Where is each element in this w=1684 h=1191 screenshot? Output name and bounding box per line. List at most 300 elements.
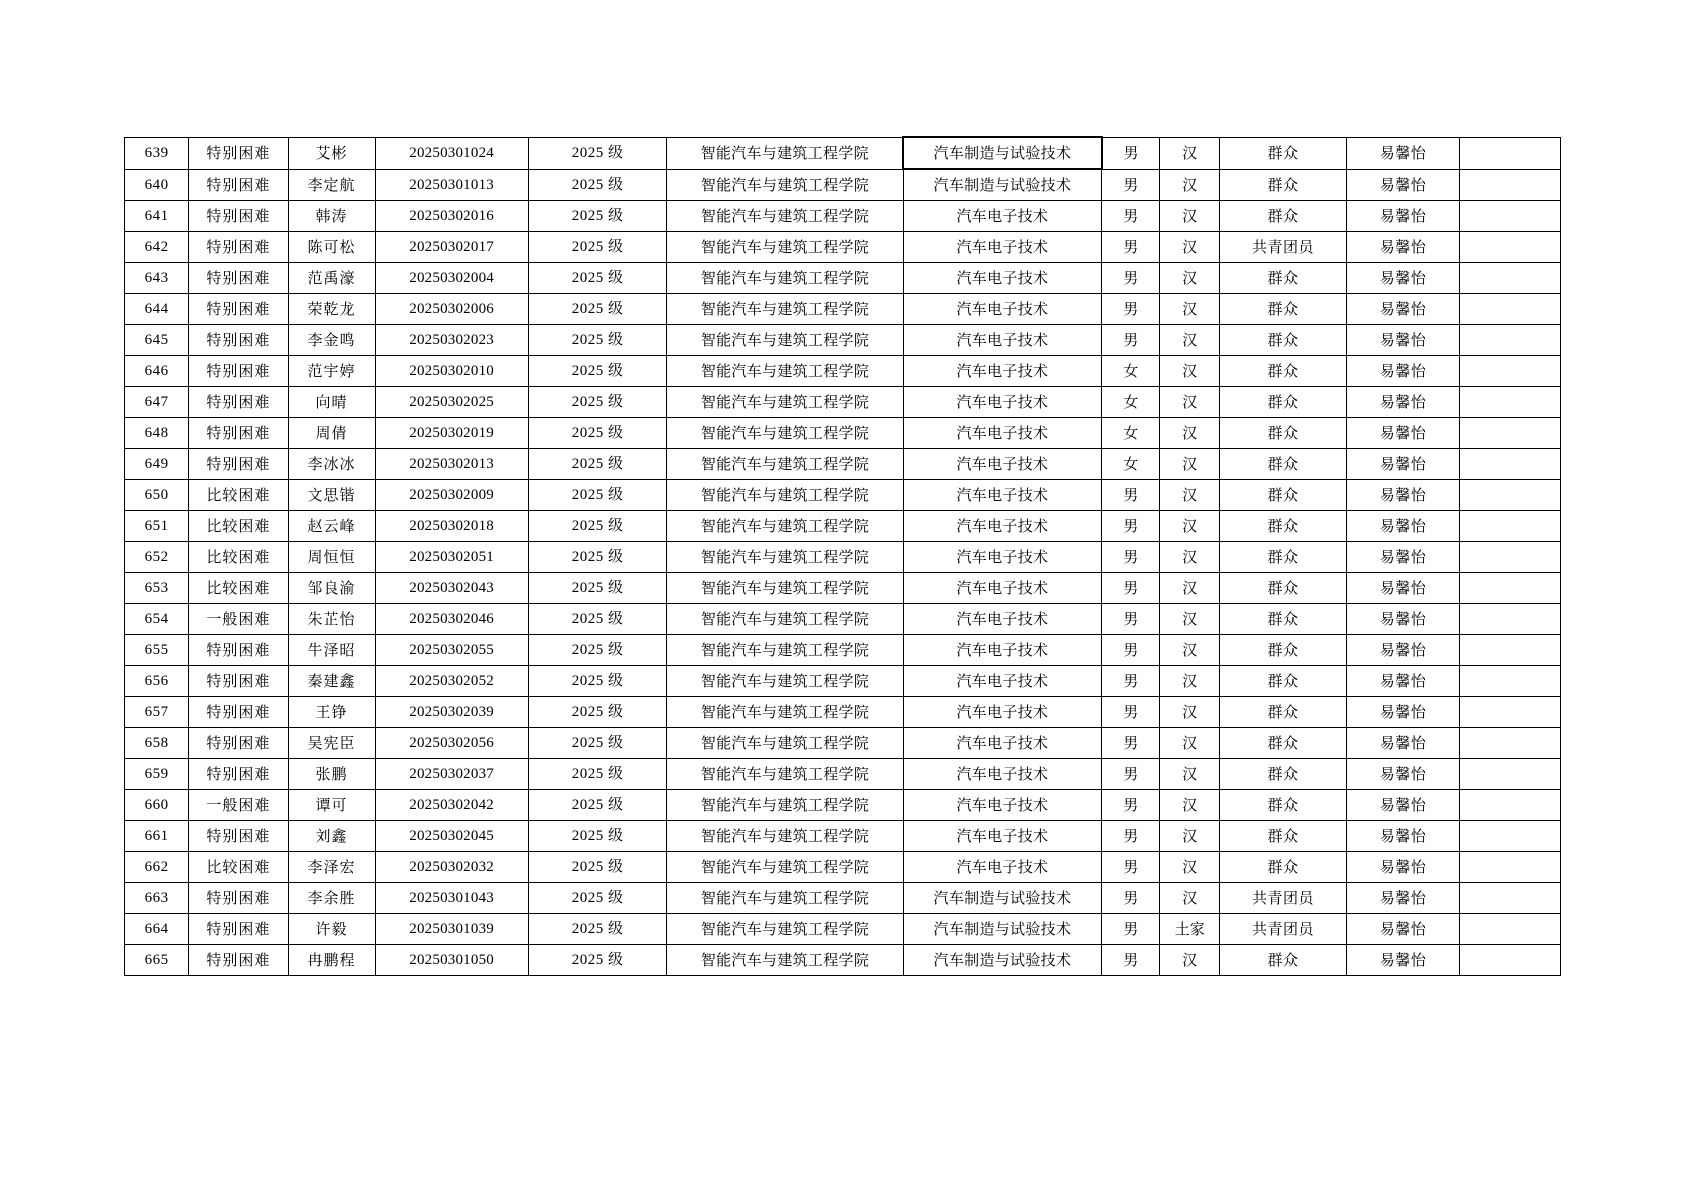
cell-party: 群众 (1220, 201, 1346, 232)
cell-ethnic: 汉 (1160, 356, 1220, 387)
cell-gender: 男 (1102, 263, 1160, 294)
cell-gender: 男 (1102, 542, 1160, 573)
cell-verify: 易馨怡 (1346, 511, 1460, 542)
cell-sid: 20250302025 (375, 387, 528, 418)
cell-verify: 易馨怡 (1346, 635, 1460, 666)
cell-seq: 646 (125, 356, 189, 387)
cell-major: 汽车电子技术 (903, 263, 1102, 294)
cell-party: 群众 (1220, 169, 1346, 201)
cell-gender: 男 (1102, 883, 1160, 914)
cell-ethnic: 汉 (1160, 232, 1220, 263)
cell-party: 共青团员 (1220, 914, 1346, 945)
table-row (125, 542, 1561, 573)
cell-seq: 651 (125, 511, 189, 542)
table-row (125, 325, 1561, 356)
cell-sid: 20250301043 (375, 883, 528, 914)
cell-ethnic: 汉 (1160, 387, 1220, 418)
cell-verify: 易馨怡 (1346, 169, 1460, 201)
table-row (125, 573, 1561, 604)
cell-college: 智能汽车与建筑工程学院 (667, 883, 903, 914)
cell-remark (1460, 201, 1561, 232)
cell-grade: 2025 级 (528, 137, 667, 169)
cell-verify: 易馨怡 (1346, 666, 1460, 697)
cell-grade: 2025 级 (528, 759, 667, 790)
cell-level: 特别困难 (189, 914, 288, 945)
cell-major: 汽车电子技术 (903, 604, 1102, 635)
cell-party: 群众 (1220, 449, 1346, 480)
table-row (125, 263, 1561, 294)
cell-party: 群众 (1220, 542, 1346, 573)
cell-sid: 20250302006 (375, 294, 528, 325)
table-row (125, 852, 1561, 883)
cell-sid: 20250302042 (375, 790, 528, 821)
cell-verify: 易馨怡 (1346, 263, 1460, 294)
cell-gender: 男 (1102, 821, 1160, 852)
cell-remark (1460, 449, 1561, 480)
cell-name: 艾彬 (288, 137, 375, 169)
cell-level: 特别困难 (189, 387, 288, 418)
cell-ethnic: 汉 (1160, 604, 1220, 635)
cell-major: 汽车电子技术 (903, 418, 1102, 449)
cell-major: 汽车电子技术 (903, 387, 1102, 418)
cell-verify: 易馨怡 (1346, 945, 1460, 976)
cell-remark (1460, 790, 1561, 821)
cell-ethnic: 汉 (1160, 635, 1220, 666)
cell-verify: 易馨怡 (1346, 480, 1460, 511)
cell-ethnic: 汉 (1160, 728, 1220, 759)
cell-name: 周倩 (288, 418, 375, 449)
cell-ethnic: 汉 (1160, 759, 1220, 790)
cell-party: 群众 (1220, 790, 1346, 821)
cell-party: 群众 (1220, 728, 1346, 759)
cell-name: 谭可 (288, 790, 375, 821)
cell-remark (1460, 914, 1561, 945)
cell-seq: 660 (125, 790, 189, 821)
cell-level: 特别困难 (189, 666, 288, 697)
cell-college: 智能汽车与建筑工程学院 (667, 356, 903, 387)
cell-verify: 易馨怡 (1346, 883, 1460, 914)
cell-party: 群众 (1220, 511, 1346, 542)
cell-sid: 20250302039 (375, 697, 528, 728)
cell-gender: 男 (1102, 232, 1160, 263)
cell-level: 特别困难 (189, 232, 288, 263)
cell-name: 周恒恒 (288, 542, 375, 573)
table-row (125, 201, 1561, 232)
cell-major: 汽车电子技术 (903, 697, 1102, 728)
cell-verify: 易馨怡 (1346, 604, 1460, 635)
cell-level: 特别困难 (189, 945, 288, 976)
cell-ethnic: 汉 (1160, 573, 1220, 604)
cell-major: 汽车制造与试验技术 (903, 883, 1102, 914)
cell-seq: 655 (125, 635, 189, 666)
cell-college: 智能汽车与建筑工程学院 (667, 666, 903, 697)
cell-remark (1460, 325, 1561, 356)
table-row (125, 697, 1561, 728)
cell-grade: 2025 级 (528, 697, 667, 728)
cell-level: 特别困难 (189, 697, 288, 728)
cell-party: 群众 (1220, 263, 1346, 294)
table-row (125, 604, 1561, 635)
cell-ethnic: 汉 (1160, 945, 1220, 976)
cell-grade: 2025 级 (528, 604, 667, 635)
cell-college: 智能汽车与建筑工程学院 (667, 449, 903, 480)
cell-grade: 2025 级 (528, 263, 667, 294)
cell-major: 汽车电子技术 (903, 449, 1102, 480)
cell-major: 汽车电子技术 (903, 759, 1102, 790)
cell-name: 冉鹏程 (288, 945, 375, 976)
cell-name: 范宇婷 (288, 356, 375, 387)
cell-remark (1460, 852, 1561, 883)
cell-sid: 20250302055 (375, 635, 528, 666)
cell-seq: 654 (125, 604, 189, 635)
table-row (125, 790, 1561, 821)
cell-party: 群众 (1220, 573, 1346, 604)
cell-ethnic: 汉 (1160, 201, 1220, 232)
table-row (125, 821, 1561, 852)
cell-name: 荣乾龙 (288, 294, 375, 325)
cell-sid: 20250302010 (375, 356, 528, 387)
cell-seq: 640 (125, 169, 189, 201)
cell-gender: 女 (1102, 387, 1160, 418)
cell-level: 特别困难 (189, 449, 288, 480)
cell-major: 汽车制造与试验技术 (903, 169, 1102, 201)
cell-verify: 易馨怡 (1346, 759, 1460, 790)
cell-gender: 男 (1102, 201, 1160, 232)
cell-grade: 2025 级 (528, 201, 667, 232)
cell-verify: 易馨怡 (1346, 325, 1460, 356)
cell-major: 汽车电子技术 (903, 728, 1102, 759)
cell-major: 汽车电子技术 (903, 573, 1102, 604)
cell-remark (1460, 232, 1561, 263)
cell-seq: 663 (125, 883, 189, 914)
cell-level: 比较困难 (189, 542, 288, 573)
cell-grade: 2025 级 (528, 666, 667, 697)
cell-name: 文思锴 (288, 480, 375, 511)
cell-sid: 20250302052 (375, 666, 528, 697)
cell-party: 群众 (1220, 852, 1346, 883)
cell-verify: 易馨怡 (1346, 542, 1460, 573)
cell-sid: 20250302056 (375, 728, 528, 759)
cell-grade: 2025 级 (528, 418, 667, 449)
cell-remark (1460, 635, 1561, 666)
cell-college: 智能汽车与建筑工程学院 (667, 480, 903, 511)
cell-ethnic: 汉 (1160, 666, 1220, 697)
cell-sid: 20250302051 (375, 542, 528, 573)
cell-name: 陈可松 (288, 232, 375, 263)
cell-verify: 易馨怡 (1346, 356, 1460, 387)
cell-verify: 易馨怡 (1346, 387, 1460, 418)
cell-sid: 20250302037 (375, 759, 528, 790)
cell-grade: 2025 级 (528, 480, 667, 511)
cell-remark (1460, 169, 1561, 201)
cell-party: 群众 (1220, 137, 1346, 169)
cell-party: 共青团员 (1220, 232, 1346, 263)
cell-party: 群众 (1220, 294, 1346, 325)
cell-grade: 2025 级 (528, 945, 667, 976)
cell-seq: 652 (125, 542, 189, 573)
cell-verify: 易馨怡 (1346, 852, 1460, 883)
cell-college: 智能汽车与建筑工程学院 (667, 325, 903, 356)
cell-seq: 664 (125, 914, 189, 945)
cell-grade: 2025 级 (528, 790, 667, 821)
cell-level: 特别困难 (189, 759, 288, 790)
cell-verify: 易馨怡 (1346, 790, 1460, 821)
cell-gender: 男 (1102, 635, 1160, 666)
cell-ethnic: 汉 (1160, 480, 1220, 511)
cell-college: 智能汽车与建筑工程学院 (667, 573, 903, 604)
cell-seq: 653 (125, 573, 189, 604)
cell-remark (1460, 666, 1561, 697)
cell-verify: 易馨怡 (1346, 449, 1460, 480)
cell-remark (1460, 821, 1561, 852)
cell-level: 特别困难 (189, 883, 288, 914)
cell-sid: 20250302019 (375, 418, 528, 449)
cell-sid: 20250302046 (375, 604, 528, 635)
cell-major: 汽车电子技术 (903, 232, 1102, 263)
cell-ethnic: 汉 (1160, 511, 1220, 542)
cell-name: 王铮 (288, 697, 375, 728)
table-row (125, 169, 1561, 201)
cell-college: 智能汽车与建筑工程学院 (667, 201, 903, 232)
cell-seq: 658 (125, 728, 189, 759)
cell-sid: 20250302016 (375, 201, 528, 232)
cell-remark (1460, 418, 1561, 449)
cell-gender: 男 (1102, 325, 1160, 356)
cell-grade: 2025 级 (528, 356, 667, 387)
cell-college: 智能汽车与建筑工程学院 (667, 263, 903, 294)
cell-seq: 647 (125, 387, 189, 418)
cell-major: 汽车电子技术 (903, 325, 1102, 356)
roster-table-container (124, 136, 1561, 976)
cell-seq: 661 (125, 821, 189, 852)
cell-seq: 650 (125, 480, 189, 511)
cell-gender: 男 (1102, 169, 1160, 201)
cell-name: 李定航 (288, 169, 375, 201)
cell-name: 朱芷怡 (288, 604, 375, 635)
cell-name: 韩涛 (288, 201, 375, 232)
cell-college: 智能汽车与建筑工程学院 (667, 790, 903, 821)
cell-seq: 642 (125, 232, 189, 263)
cell-ethnic: 汉 (1160, 852, 1220, 883)
cell-college: 智能汽车与建筑工程学院 (667, 635, 903, 666)
cell-sid: 20250302023 (375, 325, 528, 356)
cell-ethnic: 汉 (1160, 137, 1220, 169)
table-row (125, 137, 1561, 169)
cell-sid: 20250301024 (375, 137, 528, 169)
cell-grade: 2025 级 (528, 852, 667, 883)
cell-gender: 男 (1102, 852, 1160, 883)
cell-grade: 2025 级 (528, 169, 667, 201)
cell-grade: 2025 级 (528, 294, 667, 325)
cell-college: 智能汽车与建筑工程学院 (667, 821, 903, 852)
cell-ethnic: 汉 (1160, 821, 1220, 852)
cell-remark (1460, 480, 1561, 511)
cell-major: 汽车电子技术 (903, 480, 1102, 511)
cell-sid: 20250302045 (375, 821, 528, 852)
cell-level: 一般困难 (189, 604, 288, 635)
cell-sid: 20250301013 (375, 169, 528, 201)
cell-party: 群众 (1220, 666, 1346, 697)
cell-party: 群众 (1220, 945, 1346, 976)
cell-grade: 2025 级 (528, 635, 667, 666)
cell-party: 群众 (1220, 697, 1346, 728)
cell-verify: 易馨怡 (1346, 697, 1460, 728)
cell-college: 智能汽车与建筑工程学院 (667, 387, 903, 418)
cell-college: 智能汽车与建筑工程学院 (667, 604, 903, 635)
cell-major: 汽车电子技术 (903, 294, 1102, 325)
cell-verify: 易馨怡 (1346, 201, 1460, 232)
cell-major: 汽车电子技术 (903, 542, 1102, 573)
cell-party: 群众 (1220, 356, 1346, 387)
cell-remark (1460, 137, 1561, 169)
cell-major: 汽车电子技术 (903, 511, 1102, 542)
cell-gender: 女 (1102, 449, 1160, 480)
cell-sid: 20250302043 (375, 573, 528, 604)
cell-gender: 男 (1102, 728, 1160, 759)
cell-level: 特别困难 (189, 821, 288, 852)
cell-seq: 659 (125, 759, 189, 790)
cell-party: 群众 (1220, 821, 1346, 852)
cell-college: 智能汽车与建筑工程学院 (667, 697, 903, 728)
cell-ethnic: 汉 (1160, 294, 1220, 325)
cell-major: 汽车制造与试验技术 (903, 945, 1102, 976)
cell-verify: 易馨怡 (1346, 728, 1460, 759)
cell-verify: 易馨怡 (1346, 821, 1460, 852)
cell-major: 汽车电子技术 (903, 356, 1102, 387)
cell-level: 一般困难 (189, 790, 288, 821)
cell-name: 邹良渝 (288, 573, 375, 604)
cell-remark (1460, 294, 1561, 325)
cell-ethnic: 汉 (1160, 418, 1220, 449)
cell-college: 智能汽车与建筑工程学院 (667, 852, 903, 883)
cell-college: 智能汽车与建筑工程学院 (667, 945, 903, 976)
cell-level: 特别困难 (189, 201, 288, 232)
table-row (125, 387, 1561, 418)
cell-grade: 2025 级 (528, 511, 667, 542)
cell-gender: 女 (1102, 418, 1160, 449)
table-row (125, 232, 1561, 263)
cell-name: 赵云峰 (288, 511, 375, 542)
cell-gender: 男 (1102, 573, 1160, 604)
cell-remark (1460, 697, 1561, 728)
cell-seq: 643 (125, 263, 189, 294)
cell-college: 智能汽车与建筑工程学院 (667, 914, 903, 945)
cell-level: 特别困难 (189, 635, 288, 666)
cell-grade: 2025 级 (528, 449, 667, 480)
cell-seq: 662 (125, 852, 189, 883)
cell-seq: 639 (125, 137, 189, 169)
cell-seq: 641 (125, 201, 189, 232)
cell-major: 汽车制造与试验技术 (903, 914, 1102, 945)
cell-name: 许毅 (288, 914, 375, 945)
cell-level: 比较困难 (189, 573, 288, 604)
cell-name: 吴宪臣 (288, 728, 375, 759)
cell-sid: 20250301039 (375, 914, 528, 945)
cell-college: 智能汽车与建筑工程学院 (667, 232, 903, 263)
cell-party: 共青团员 (1220, 883, 1346, 914)
cell-seq: 656 (125, 666, 189, 697)
cell-name: 秦建鑫 (288, 666, 375, 697)
cell-remark (1460, 387, 1561, 418)
cell-seq: 657 (125, 697, 189, 728)
cell-college: 智能汽车与建筑工程学院 (667, 169, 903, 201)
cell-level: 特别困难 (189, 169, 288, 201)
table-row (125, 294, 1561, 325)
table-row (125, 666, 1561, 697)
cell-grade: 2025 级 (528, 728, 667, 759)
cell-college: 智能汽车与建筑工程学院 (667, 759, 903, 790)
cell-gender: 男 (1102, 137, 1160, 169)
cell-party: 群众 (1220, 480, 1346, 511)
cell-verify: 易馨怡 (1346, 137, 1460, 169)
table-row (125, 914, 1561, 945)
table-row (125, 418, 1561, 449)
cell-grade: 2025 级 (528, 232, 667, 263)
cell-gender: 男 (1102, 604, 1160, 635)
cell-seq: 649 (125, 449, 189, 480)
cell-grade: 2025 级 (528, 914, 667, 945)
cell-level: 特别困难 (189, 728, 288, 759)
cell-name: 李余胜 (288, 883, 375, 914)
cell-remark (1460, 759, 1561, 790)
cell-sid: 20250302004 (375, 263, 528, 294)
table-row (125, 945, 1561, 976)
cell-grade: 2025 级 (528, 542, 667, 573)
cell-verify: 易馨怡 (1346, 914, 1460, 945)
cell-major: 汽车电子技术 (903, 852, 1102, 883)
cell-sid: 20250302009 (375, 480, 528, 511)
cell-level: 特别困难 (189, 418, 288, 449)
cell-gender: 男 (1102, 914, 1160, 945)
cell-major: 汽车电子技术 (903, 790, 1102, 821)
cell-remark (1460, 945, 1561, 976)
cell-remark (1460, 263, 1561, 294)
cell-party: 群众 (1220, 604, 1346, 635)
cell-gender: 男 (1102, 480, 1160, 511)
cell-college: 智能汽车与建筑工程学院 (667, 137, 903, 169)
cell-gender: 男 (1102, 294, 1160, 325)
table-row (125, 635, 1561, 666)
cell-grade: 2025 级 (528, 325, 667, 356)
student-financial-aid-roster-table (124, 136, 1561, 976)
cell-major: 汽车电子技术 (903, 201, 1102, 232)
cell-party: 群众 (1220, 418, 1346, 449)
cell-party: 群众 (1220, 387, 1346, 418)
cell-college: 智能汽车与建筑工程学院 (667, 728, 903, 759)
cell-level: 特别困难 (189, 325, 288, 356)
cell-verify: 易馨怡 (1346, 573, 1460, 604)
cell-verify: 易馨怡 (1346, 418, 1460, 449)
table-row (125, 728, 1561, 759)
cell-ethnic: 汉 (1160, 263, 1220, 294)
cell-sid: 20250302017 (375, 232, 528, 263)
cell-remark (1460, 883, 1561, 914)
cell-seq: 648 (125, 418, 189, 449)
cell-sid: 20250301050 (375, 945, 528, 976)
cell-ethnic: 汉 (1160, 697, 1220, 728)
cell-verify: 易馨怡 (1346, 294, 1460, 325)
cell-ethnic: 汉 (1160, 883, 1220, 914)
cell-gender: 男 (1102, 697, 1160, 728)
cell-ethnic: 汉 (1160, 169, 1220, 201)
cell-ethnic: 汉 (1160, 790, 1220, 821)
cell-grade: 2025 级 (528, 573, 667, 604)
cell-remark (1460, 542, 1561, 573)
cell-college: 智能汽车与建筑工程学院 (667, 294, 903, 325)
cell-college: 智能汽车与建筑工程学院 (667, 542, 903, 573)
cell-gender: 男 (1102, 759, 1160, 790)
cell-gender: 男 (1102, 666, 1160, 697)
